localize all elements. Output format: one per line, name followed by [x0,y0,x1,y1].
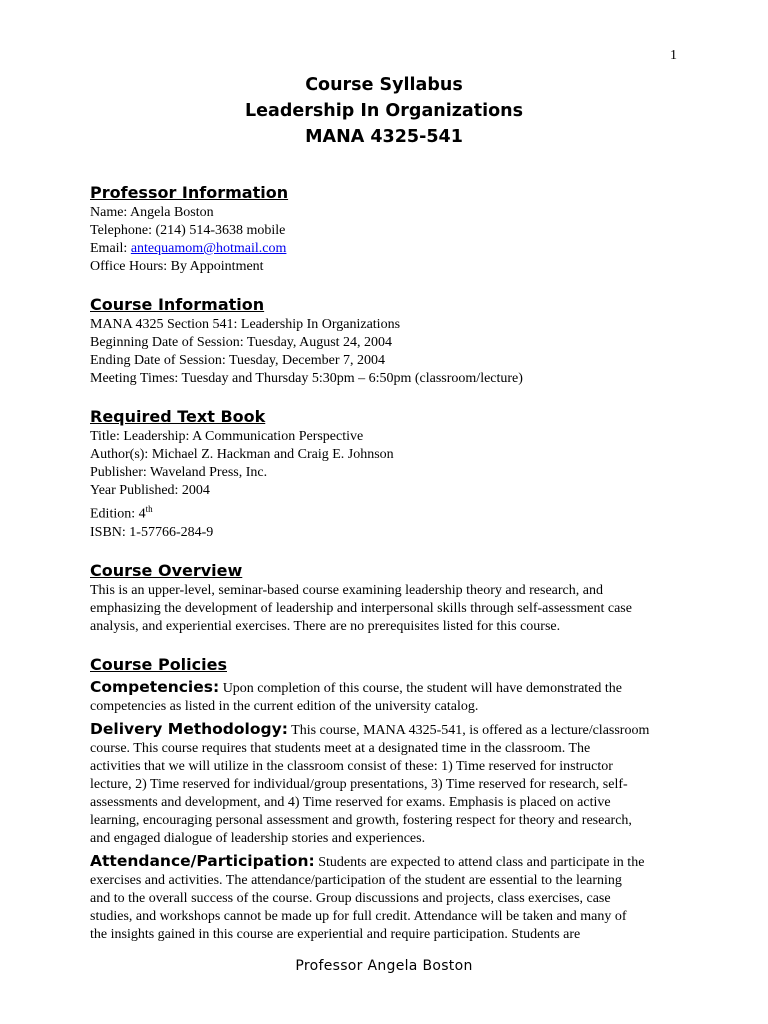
overview-section [90,560,690,636]
delivery-label: Delivery Methodology: [90,719,288,738]
delivery-line: assessments and development, and 4) Time reserved for exams. Emphasis is placed on active [90,794,611,810]
delivery-line: course. This course requires that students meet at a designated time in the classroom. The [90,740,591,756]
textbook-isbn: ISBN: 1-57766-284-9 [90,524,214,540]
textbook-edition [90,500,690,524]
attendance-line [90,852,690,872]
delivery-line [90,720,690,740]
competencies-line: competencies as listed in the current edition of the university catalog. [90,698,479,714]
textbook-section [90,406,690,542]
title-line-3: MANA 4325-541 [305,127,463,147]
delivery-line: activities that we will utilize in the classroom consist of these: 1) Time reserved for instructor [90,758,613,774]
professor-section [90,182,690,276]
edition-label: Edition: 4 [90,506,146,522]
professor-telephone: Telephone: (214) 514-3638 mobile [90,223,286,238]
title-line-2: Leadership In Organizations [245,101,523,121]
course-info-line: Ending Date of Session: Tuesday, December 7, 2004 [90,353,385,368]
professor-name: Name: Angela Boston [90,205,214,220]
textbook-authors: Author(s): Michael Z. Hackman and Craig E. Johnson [90,447,394,462]
course-info-line: Beginning Date of Session: Tuesday, August 24, 2004 [90,335,393,350]
overview-line: This is an upper-level, seminar-based course examining leadership theory and research, and [90,582,603,598]
delivery-line: lecture, 2) Time reserved for individual/group presentations, 3) Time reserved for research, self- [90,776,628,792]
delivery-policy [90,720,690,848]
edition-superscript: th [145,504,153,514]
textbook-title: Title: Leadership: A Communication Perspective [90,429,364,444]
professor-email-line [90,240,690,258]
competencies-line [90,678,690,698]
competencies-text: Upon completion of this course, the student will have demonstrated the [219,680,622,696]
syllabus-body [90,182,690,948]
attendance-line: the insights gained in this course are experiential and require participation. Students are [90,926,581,942]
email-label: Email: [90,241,131,256]
course-info-line: MANA 4325 Section 541: Leadership In Organizations [90,317,401,332]
policies-section [90,654,690,944]
delivery-text: This course, MANA 4325-541, is offered as a lecture/classroom [287,722,650,738]
competencies-policy [90,678,690,716]
attendance-line: exercises and activities. The attendance/participation of the student are essential to the learning [90,872,622,888]
overview-line: analysis, and experiential exercises. There are no prerequisites listed for this course. [90,618,561,634]
course-info-line: Meeting Times: Tuesday and Thursday 5:30pm – 6:50pm (classroom/lecture) [90,371,523,386]
document-title [0,72,768,150]
attendance-line: and to the overall success of the course. Group discussions and projects, class exercises, case [90,890,611,906]
page-footer: Professor Angela Boston [295,958,473,974]
attendance-policy [90,852,690,944]
overview-line: emphasizing the development of leadership and interpersonal skills through self-assessment case [90,600,632,616]
competencies-label: Competencies: [90,677,220,696]
overview-heading: Course Overview [90,560,243,580]
professor-office-hours: Office Hours: By Appointment [90,259,264,274]
page-number: 1 [670,48,677,63]
textbook-heading: Required Text Book [90,407,266,426]
policies-heading: Course Policies [90,654,227,674]
professor-heading: Professor Information [90,183,289,202]
course-info-heading: Course Information [90,295,265,314]
attendance-text: Students are expected to attend class and participate in the [314,854,645,870]
textbook-publisher: Publisher: Waveland Press, Inc. [90,465,268,480]
textbook-year: Year Published: 2004 [90,483,210,498]
email-link[interactable]: antequamom@hotmail.com [130,241,287,256]
attendance-label: Attendance/Participation: [90,851,315,870]
title-line-1: Course Syllabus [305,75,463,95]
attendance-line: studies, and workshops cannot be made up for full credit. Attendance will be taken and many of [90,908,627,924]
delivery-line: and engaged dialogue of leadership stories and experiences. [90,830,426,846]
delivery-line: learning, encouraging personal assessment and growth, fostering respect for theory and research, [90,812,632,828]
course-info-section [90,294,690,388]
